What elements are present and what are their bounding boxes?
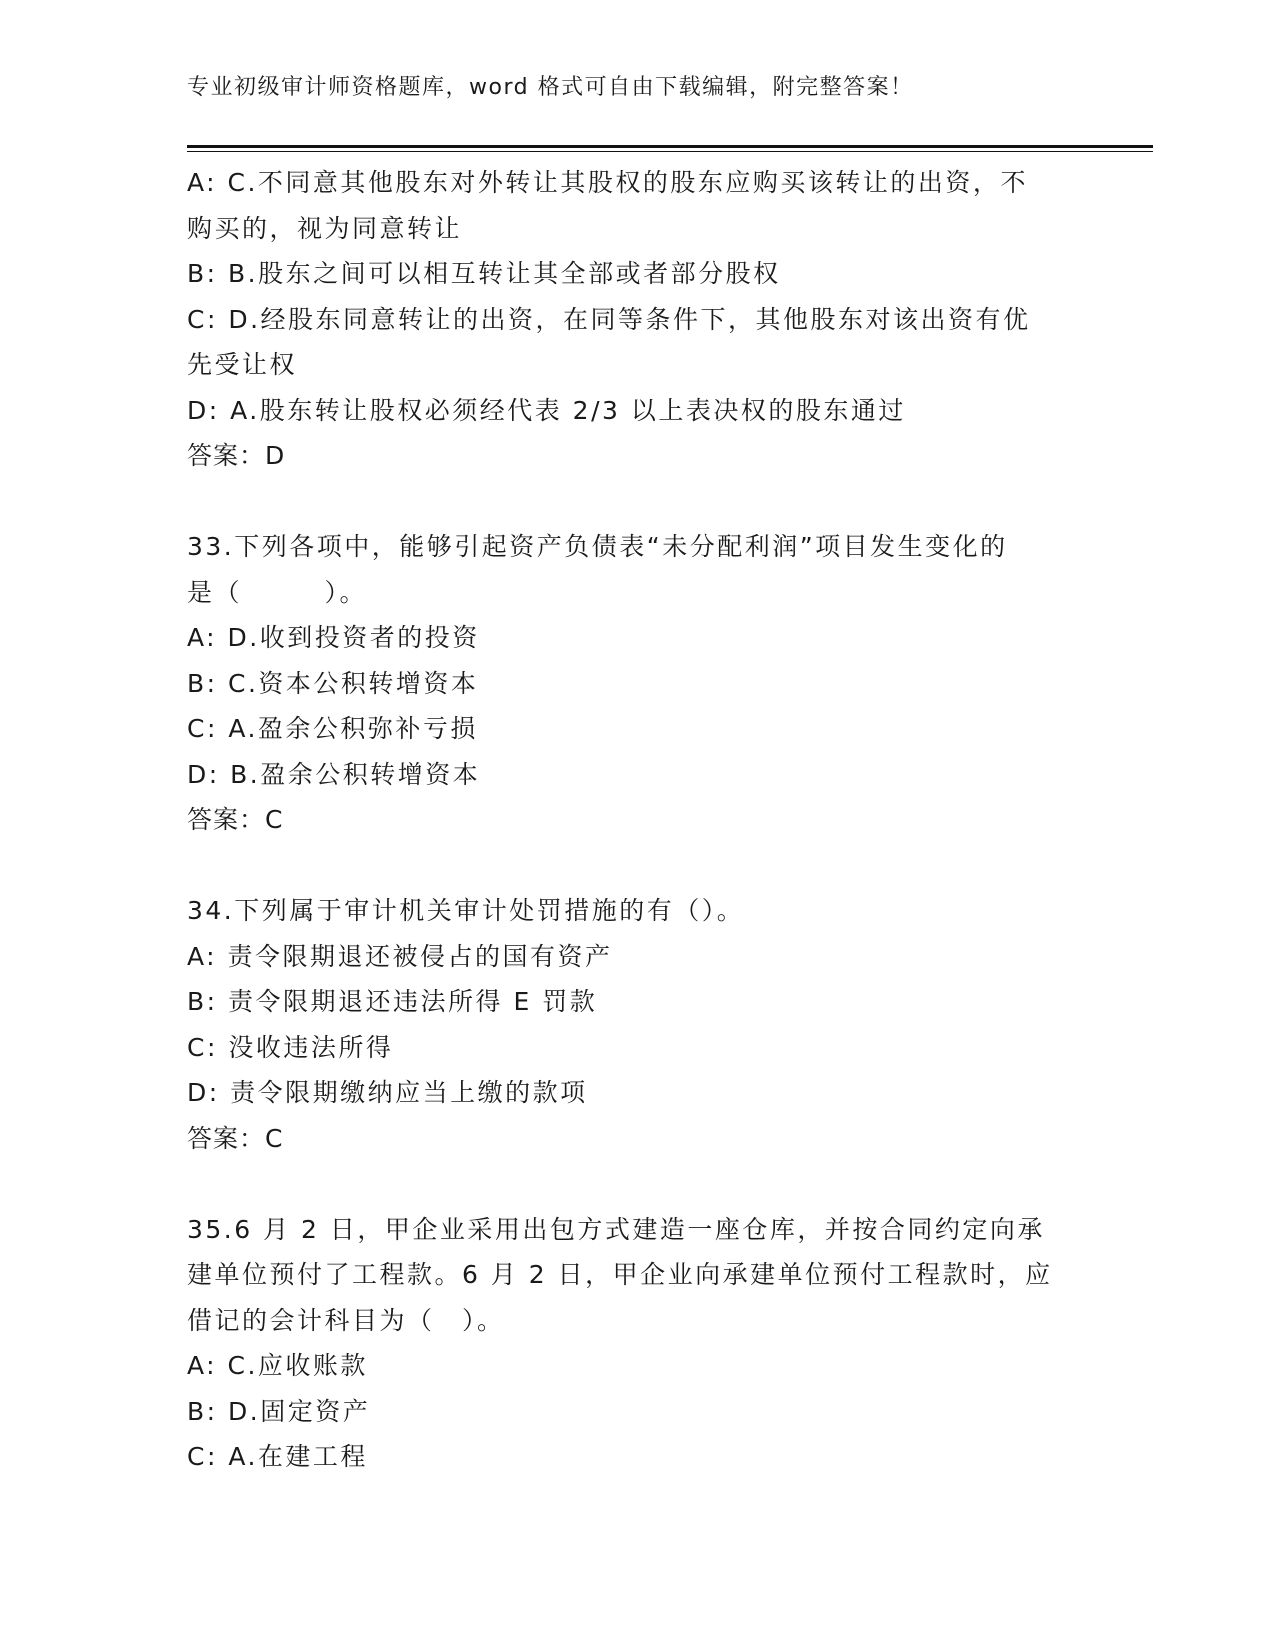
answer: 答案：D <box>187 441 286 470</box>
option-a-line-1: A: C.不同意其他股东对外转让其股权的股东应购买该转让的出资，不 <box>187 168 1028 197</box>
document-body <box>187 160 1107 1480</box>
question-block-35 <box>187 1207 1107 1480</box>
question-stem-line-2: 是（ ）。 <box>187 577 368 607</box>
option-b: B: 责令限期退还违法所得 E 罚款 <box>187 987 598 1016</box>
option-c: C: A.在建工程 <box>187 1442 368 1471</box>
option-c-line-1: C: D.经股东同意转让的出资，在同等条件下，其他股东对该出资有优 <box>187 304 1031 334</box>
option-b: B: C.资本公积转增资本 <box>187 668 479 698</box>
option-a: A: D.收到投资者的投资 <box>187 623 480 652</box>
question-stem-line-1: 35.6 月 2 日，甲企业采用出包方式建造一座仓库，并按合同约定向承 <box>187 1214 1045 1244</box>
option-c: C: 没收违法所得 <box>187 1032 394 1062</box>
option-b: B: D.固定资产 <box>187 1396 371 1426</box>
option-c: C: A.盈余公积弥补亏损 <box>187 714 478 743</box>
option-b: B: B.股东之间可以相互转让其全部或者部分股权 <box>187 259 781 288</box>
question-block-32 <box>187 160 1107 479</box>
page-header: 专业初级审计师资格题库，word 格式可自由下载编辑，附完整答案！ <box>187 75 914 100</box>
option-a-line-2: 购买的，视为同意转让 <box>187 213 463 243</box>
question-stem-line-3: 借记的会计科目为（ ）。 <box>187 1305 505 1335</box>
option-a: A: C.应收账款 <box>187 1351 368 1380</box>
question-block-33 <box>187 524 1107 843</box>
block-spacer <box>187 479 1107 525</box>
option-d: D: 责令限期缴纳应当上缴的款项 <box>187 1078 588 1107</box>
question-stem-line-2: 建单位预付了工程款。6 月 2 日，甲企业向承建单位预付工程款时，应 <box>187 1260 1053 1289</box>
header-rule <box>187 145 1153 148</box>
option-d: D: B.盈余公积转增资本 <box>187 759 481 789</box>
option-a: A: 责令限期退还被侵占的国有资产 <box>187 941 613 971</box>
answer: 答案：C <box>187 1123 284 1153</box>
block-spacer <box>187 1161 1107 1207</box>
option-c-line-2: 先受让权 <box>187 350 298 379</box>
question-stem-line-1: 33.下列各项中，能够引起资产负债表“未分配利润”项目发生变化的 <box>187 532 1008 561</box>
answer: 答案：C <box>187 805 284 834</box>
question-block-34 <box>187 888 1107 1161</box>
option-d: D: A.股东转让股权必须经代表 2/3 以上表决权的股东通过 <box>187 395 906 425</box>
question-stem: 34.下列属于审计机关审计处罚措施的有（）。 <box>187 896 745 925</box>
block-spacer <box>187 843 1107 889</box>
